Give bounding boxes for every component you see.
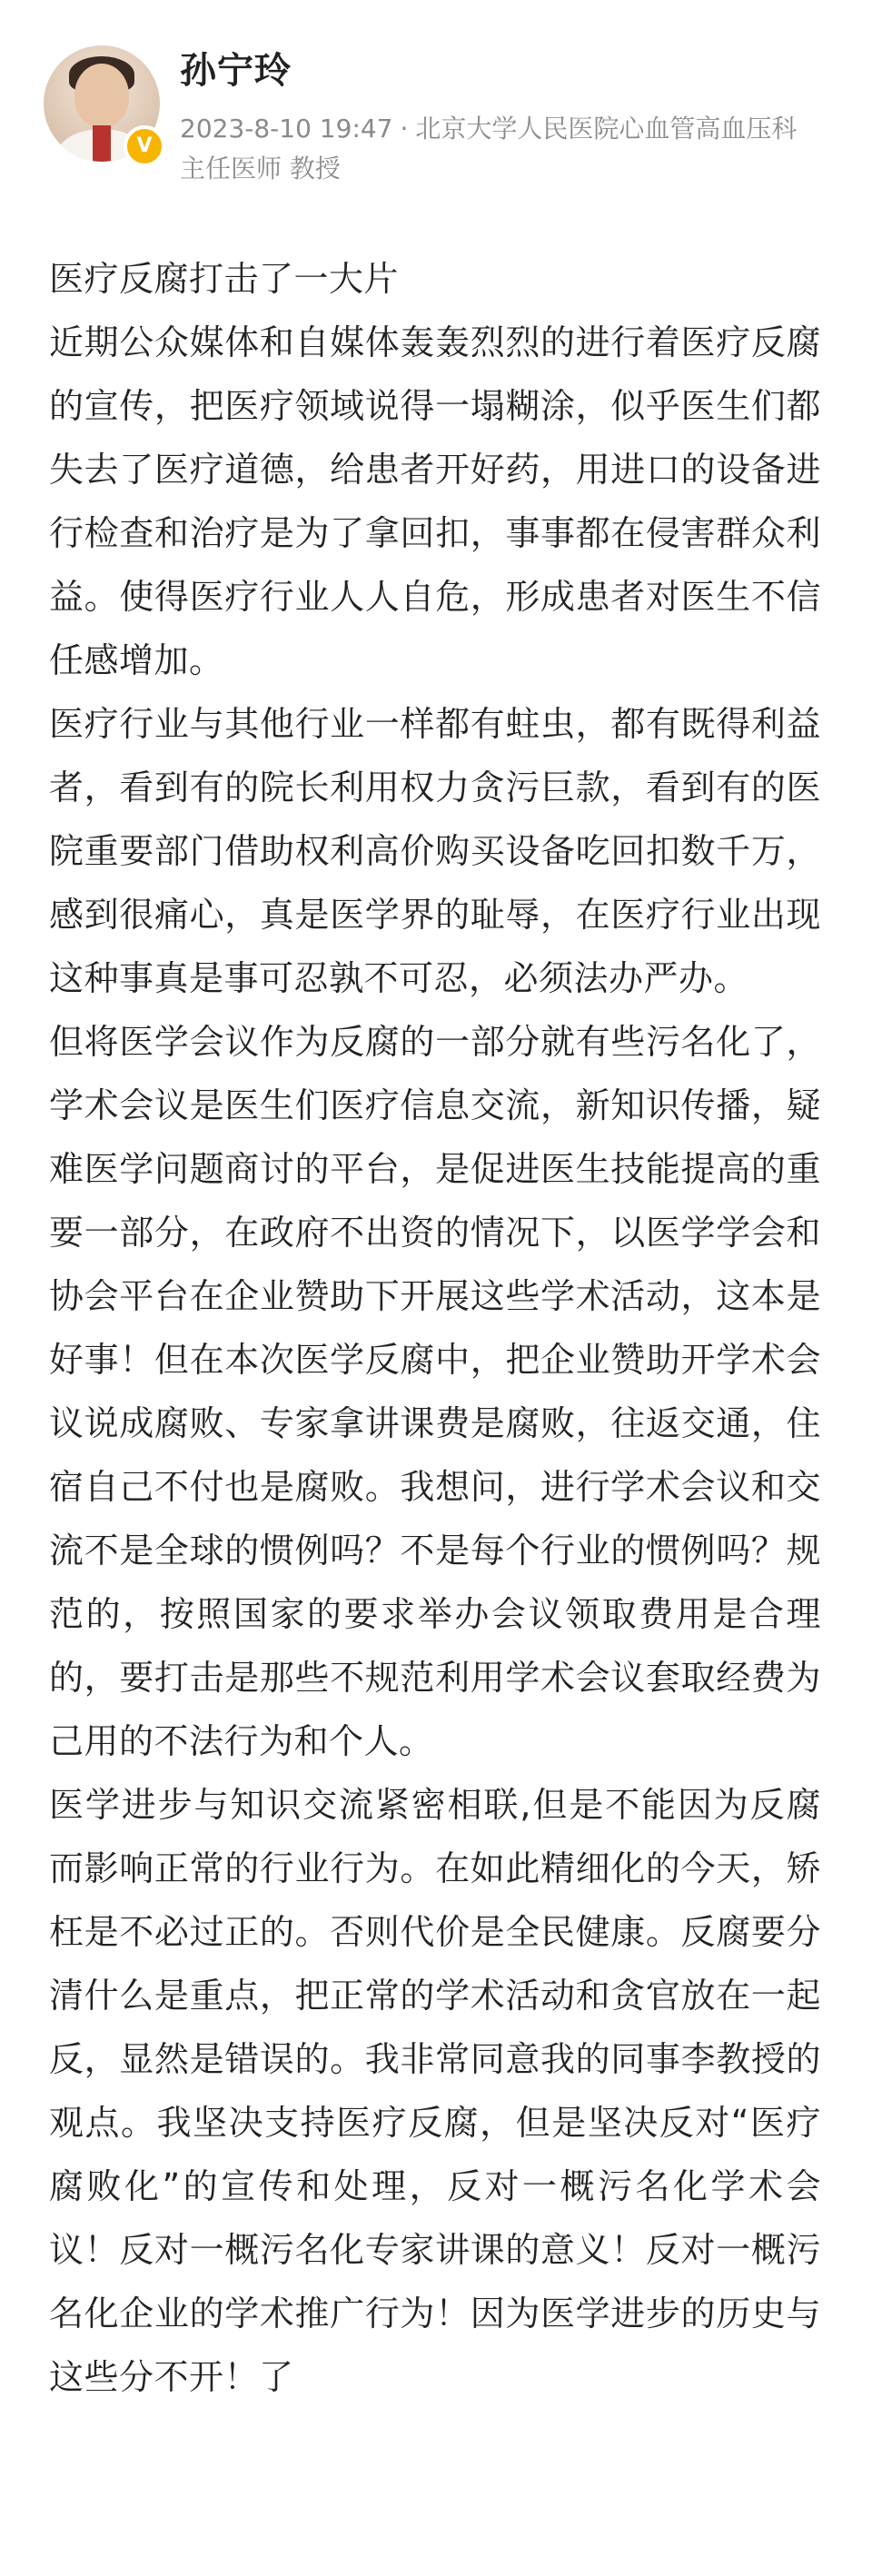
post-meta — [180, 109, 816, 189]
verified-icon: V — [124, 125, 165, 167]
meta-separator: · — [400, 114, 409, 144]
author-name[interactable]: 孙宁玲 — [180, 50, 292, 92]
post-paragraph: 医疗行业与其他行业一样都有蛀虫，都有既得利益者，看到有的院长利用权力贪污巨款，看到有的医院重要部门借助权利高价购买设备吃回扣数千万，感到很痛心，真是医学界的耻辱，在医疗行业出现这种事真是事可忍孰不可忍，必须法办严办。 — [49, 704, 821, 998]
post-paragraph: 医学进步与知识交流紧密相联,但是不能因为反腐而影响正常的行业行为。在如此精细化的今天，矫枉是不必过正的。否则代价是全民健康。反腐要分清什么是重点，把正常的学术活动和贪官放在一起反，显然是错误的。我非常同意我的同事李教授的观点。我坚决支持医疗反腐，但是坚决反对“医疗腐败化”的宣传和处理，反对一概污名化学术会议！反对一概污名化专家讲课的意义！反对一概污名化企业的学术推广行为！因为医学进步的历史与这些分不开！了 — [49, 1785, 821, 2397]
avatar-face — [74, 64, 129, 127]
post-body — [49, 247, 821, 2409]
post-timestamp: 2023-8-10 19:47 — [180, 114, 393, 144]
post-heading: 医疗反腐打击了一大片 — [49, 259, 400, 299]
post-paragraph: 近期公众媒体和自媒体轰轰烈烈的进行着医疗反腐的宣传，把医疗领域说得一塌糊涂，似乎医生们都失去了医疗道德，给患者开好药，用进口的设备进行检查和治疗是为了拿回扣，事事都在侵害群众利益。使得医疗行业人人自危，形成患者对医生不信任感增加。 — [49, 322, 821, 680]
post-paragraph: 但将医学会议作为反腐的一部分就有些污名化了，学术会议是医生们医疗信息交流，新知识传播，疑难医学问题商讨的平台，是促进医生技能提高的重要一部分，在政府不出资的情况下，以医学学会和协会平台在企业赞助下开展这些学术活动，这本是好事！但在本次医学反腐中，把企业赞助开学术会议说成腐败、专家拿讲课费是腐败，往返交通，住宿自己不付也是腐败。我想问，进行学术会议和交流不是全球的惯例吗？不是每个行业的惯例吗？规范的，按照国家的要求举办会议领取费用是合理的，要打击是那些不规范利用学术会议套取经费为己用的不法行为和个人。 — [49, 1022, 821, 1761]
avatar-scarf — [93, 125, 111, 162]
post-header — [0, 0, 872, 209]
author-title: 北京大学人民医院心血管高血压科主任医师 教授 — [180, 114, 798, 183]
